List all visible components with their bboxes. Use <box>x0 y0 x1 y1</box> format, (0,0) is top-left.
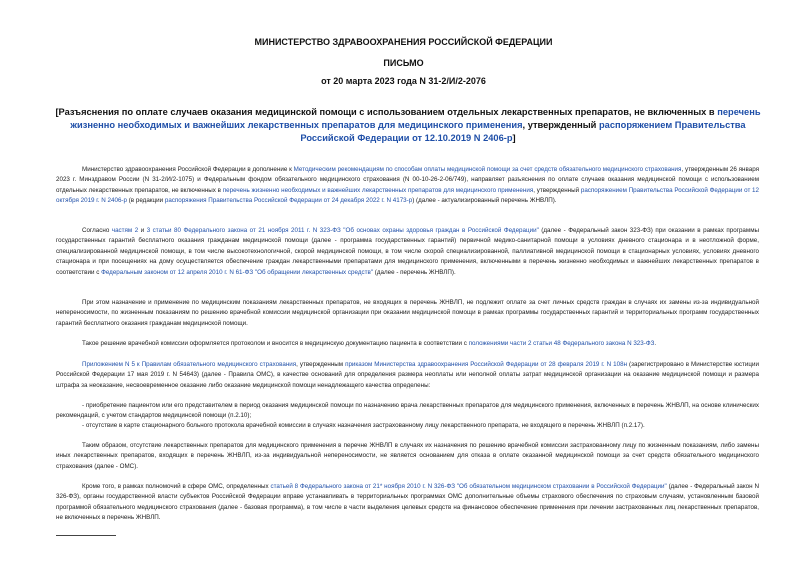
ministry-heading: МИНИСТЕРСТВО ЗДРАВООХРАНЕНИЯ РОССИЙСКОЙ ФЕДЕРАЦИИ <box>254 37 553 47</box>
p5-text-2: (зарегистрировано в Министерстве юстиции Российской Федерации 17 мая 2019 г. N 54643) (далее - Правила ОМС), в качестве оснований для определения размера неоплаты или неполной оплаты затрат медицинской организации на оказание медицинской помощи и размера штрафа за неоказание, несвоевременное оказание либо оказание медицинской помощи ненадлежащего качества определены: <box>56 361 759 389</box>
footnote-divider <box>56 535 116 536</box>
paragraph-1 <box>56 165 759 207</box>
p2-text-4: (далее - перечень ЖНВЛП). <box>373 268 456 276</box>
paragraph-9 <box>56 482 759 524</box>
p9-text-1: Кроме того, в рамках полномочий в сфере ОМС, определенных <box>82 483 271 490</box>
paragraph-2 <box>56 226 759 278</box>
paragraph-8 <box>56 441 759 472</box>
p2-link-law-323[interactable]: 3 статьи 80 Федерального закона от 21 ноября 2011 г. N 323-ФЗ "Об основах охраны здоровья граждан в Российской Федерации" <box>146 227 539 234</box>
p8-text: Таким образом, отсутствие лекарственных препаратов для медицинского применения в перечне ЖНВЛП в случаях их назначения по решению врачебной комиссии застрахованному лицу по жизненным показаниям, либо замены иных лекарственных препаратов, входящих в перечень ЖНВЛП, из-за индивидуальной непереносимости, не является основанием для отказа в оплате оказанной медицинской помощи за счет средств обязательного медицинского страхования (далее - ОМС). <box>56 442 759 470</box>
title-text-3: ] <box>512 133 516 143</box>
p4-text-1: Такое решение врачебной комиссии оформляется протоколом и вносится в медицинскую документацию пациента в соответствии с <box>82 340 469 347</box>
p1-text-5: ) (далее - актуализированный перечень ЖНВЛП). <box>412 197 557 205</box>
p5-text-1: , утвержденным <box>296 361 346 368</box>
document-date-number: от 20 марта 2023 года N 31-2/И/2-2076 <box>321 76 486 86</box>
p4-text-2: . <box>654 340 657 347</box>
p5-link-order-108n[interactable]: приказом Министерства здравоохранения Российской Федерации от 28 февраля 2019 г. N 108н <box>345 361 628 368</box>
title-text-2: , утвержденный <box>522 120 599 130</box>
p1-text-2: , утвержденным 26 января 2023 г. Минздравом России (N 31-2/И/2-1075) и Федеральным фондом обязательного медицинского страхования (N 00-10-26-2-06/749), направляет разъяснения по оплате случаев оказания медицинской помощи с использованием отдельных лекарственных препаратов, не включенных в <box>56 166 760 194</box>
p6-text: - приобретение пациентом или его представителем в период оказания медицинской помощи по назначению врача лекарственных препаратов для медицинского применения, включенных в перечень ЖНВЛП, на основе клинических рекомендаций, с учетом стандартов медицинской помощи (п.2.10); <box>56 402 759 420</box>
p2-text-1: Согласно <box>82 227 112 234</box>
title-link-order[interactable]: распоряжением Правительства Российской Федерации от 12.10.2019 N 2406-р <box>300 120 746 143</box>
p1-text-4: (в редакции <box>126 197 165 205</box>
p3-text: При этом назначение и применение по медицинским показаниям лекарственных препаратов, не входящих в перечень ЖНВЛП, не подлежит оплате за счет личных средств граждан в случаях их замены из-за индивидуальной непереносимости, по жизненным показаниям по решению врачебной комиссии медицинской организации при оказании медицинской помощи в рамках программы государственных гарантий и территориальных программ государственных гарантий бесплатного оказания гражданам медицинской помощи. <box>56 299 759 327</box>
p5-link-appendix-5[interactable]: Приложением N 5 к Правилам обязательного медицинского страхования <box>82 361 297 368</box>
p2-link-law-61[interactable]: Федеральным законом от 12 апреля 2010 г. N 61-ФЗ "Об обращении лекарственных средств" <box>101 268 374 276</box>
document-type: ПИСЬМО <box>383 58 424 68</box>
paragraph-7 <box>56 421 759 431</box>
p1-link-order-2406[interactable]: распоряжением Правительства Российской Федерации от 12 октября 2019 г. N 2406-р <box>56 186 760 205</box>
paragraph-5 <box>56 360 759 391</box>
p9-link-law-326[interactable]: статьей 8 Федерального закона от 21* ноября 2010 г. N 326-ФЗ "Об обязательном медицинском страховании в Российской Федерации" <box>270 483 667 490</box>
document-title <box>52 106 764 145</box>
p2-link-parts-2[interactable]: частям 2 <box>111 227 139 234</box>
p1-link-methodical-recommendations[interactable]: Методическим рекомендациям по способам оплаты медицинской помощи за счет средств обязательного медицинского страхования <box>293 166 682 173</box>
p1-link-vital-drugs-list[interactable]: перечень жизненно необходимых и важнейших лекарственных препаратов для медицинского применения <box>222 186 534 194</box>
p1-text-1: Министерство здравоохранения Российской Федерации в дополнение к <box>82 166 294 173</box>
p1-text-3: , утвержденный <box>533 186 581 194</box>
p9-text-2: (далее - Федеральный закон N 326-ФЗ), органы государственной власти субъектов Российской Федерации вправе устанавливать в территориальных программах ОМС дополнительные объемы страхового обеспечения по страховым случаям, установленным базовой программой обязательного медицинского страхования (далее - базовая программа), в том числе в части выделения целевых средств на финансовое обеспечение применения при лечении застрахованных лиц лекарственных препаратов, не включенных в перечень ЖНВЛП. <box>56 483 759 522</box>
p2-text-2: и <box>138 227 147 234</box>
paragraph-6 <box>56 401 759 422</box>
paragraph-3 <box>56 298 759 329</box>
p4-link-article-48[interactable]: положениями части 2 статьи 48 Федерального закона N 323-ФЗ <box>468 340 655 347</box>
p7-text: - отсутствие в карте стационарного больного протокола врачебной комиссии в случаях назначения застрахованному лицу лекарственного препарата, не входящего в перечень ЖНВЛП (п.2.17). <box>82 422 645 429</box>
p1-link-order-4173[interactable]: распоряжения Правительства Российской Федерации от 24 декабря 2022 г. N 4173-р <box>164 197 413 205</box>
p2-text-3: (далее - Федеральный закон 323-ФЗ) при оказании в рамках программы государственных гарантий бесплатного оказания гражданам медицинской помощи (далее - программа государственных гарантий) первичной медико-санитарной помощи в условиях дневного стационара и в неотложной форме, специализированной медицинской помощи, в том числе высокотехнологичной, скорой медицинской помощи, в том числе скорой специализированной, паллиативной медицинской помощи в стационарных условиях, условиях дневного стационара и при посещениях на дому осуществляется обеспечение граждан лекарственными препаратами для медицинского применения, включенными в перечень жизненно необходимых и важнейших лекарственных препаратов в соответствии с <box>56 227 759 276</box>
paragraph-4 <box>56 339 759 349</box>
title-text-1: [Разъяснения по оплате случаев оказания медицинской помощи с использованием отдельных лекарственных препаратов, не включенных в <box>55 107 718 117</box>
title-link-list[interactable]: перечень жизненно необходимых и важнейших лекарственных препаратов для медицинского применения <box>70 107 761 130</box>
